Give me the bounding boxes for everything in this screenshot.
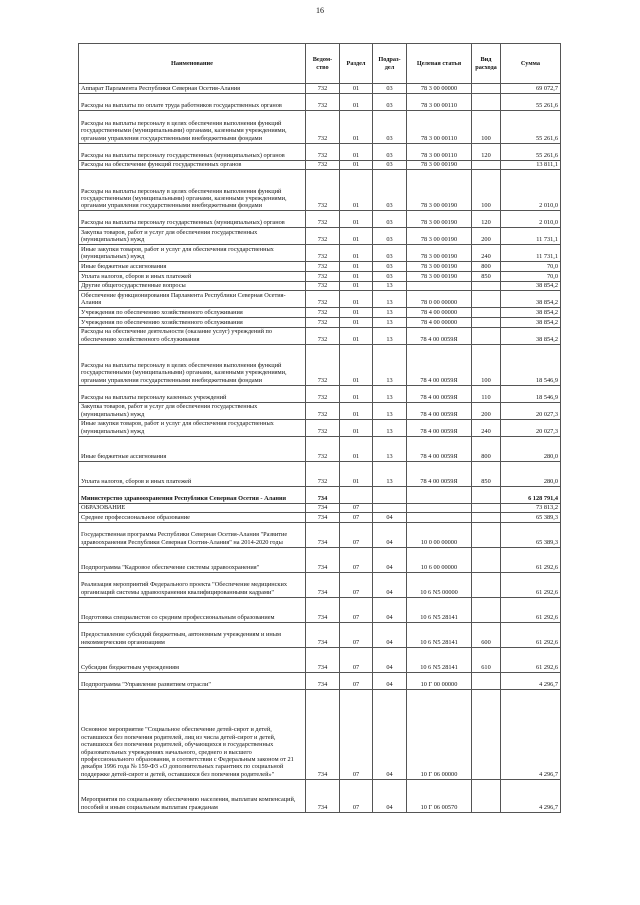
cell-ved: 732 bbox=[306, 245, 340, 262]
table-row bbox=[79, 327, 561, 344]
cell-vid bbox=[472, 513, 501, 523]
cell-razd: 07 bbox=[340, 622, 373, 647]
cell-name: Подпрограмма "Кадровое обеспечение системы здравоохранения" bbox=[79, 547, 306, 572]
cell-ved: 732 bbox=[306, 211, 340, 228]
table-row bbox=[79, 513, 561, 523]
cell-razd: 07 bbox=[340, 689, 373, 779]
cell-razd: 01 bbox=[340, 211, 373, 228]
table-row bbox=[79, 597, 561, 622]
header-vid: Вид расхода bbox=[472, 44, 501, 84]
cell-vid bbox=[472, 522, 501, 547]
cell-cel: 78 3 00 00190 bbox=[407, 245, 472, 262]
cell-vid bbox=[472, 572, 501, 597]
cell-vid bbox=[472, 84, 501, 94]
cell-podrazd: 03 bbox=[373, 211, 407, 228]
cell-vid bbox=[472, 281, 501, 291]
table-row bbox=[79, 436, 561, 461]
cell-razd: 01 bbox=[340, 281, 373, 291]
cell-cel: 78 3 00 00110 bbox=[407, 110, 472, 143]
cell-cel: 78 4 00 0059Я bbox=[407, 436, 472, 461]
cell-razd: 01 bbox=[340, 327, 373, 344]
table-row bbox=[79, 84, 561, 94]
table-row bbox=[79, 291, 561, 308]
table-row bbox=[79, 622, 561, 647]
table-row bbox=[79, 503, 561, 513]
cell-ved: 732 bbox=[306, 308, 340, 318]
cell-cel: 78 3 00 00190 bbox=[407, 262, 472, 272]
cell-vid: 800 bbox=[472, 262, 501, 272]
cell-vid bbox=[472, 503, 501, 513]
cell-razd: 01 bbox=[340, 317, 373, 327]
cell-vid bbox=[472, 779, 501, 812]
cell-podrazd: 04 bbox=[373, 672, 407, 689]
cell-vid: 850 bbox=[472, 461, 501, 486]
cell-name: Подпрограмма "Управление развитием отрасли" bbox=[79, 672, 306, 689]
cell-razd bbox=[340, 486, 373, 503]
cell-vid bbox=[472, 291, 501, 308]
cell-sum: 4 296,7 bbox=[501, 689, 561, 779]
cell-sum: 2 010,0 bbox=[501, 211, 561, 228]
cell-cel: 78 4 00 0059Я bbox=[407, 461, 472, 486]
cell-cel: 78 4 00 00000 bbox=[407, 308, 472, 318]
cell-ved: 734 bbox=[306, 597, 340, 622]
table-row bbox=[79, 572, 561, 597]
cell-sum: 280,0 bbox=[501, 461, 561, 486]
cell-cel bbox=[407, 486, 472, 503]
header-cel: Целевая статья bbox=[407, 44, 472, 84]
cell-razd: 01 bbox=[340, 344, 373, 385]
cell-razd: 01 bbox=[340, 110, 373, 143]
cell-ved: 734 bbox=[306, 647, 340, 672]
cell-vid: 100 bbox=[472, 344, 501, 385]
cell-cel: 10 Г 00 00000 bbox=[407, 672, 472, 689]
cell-ved: 734 bbox=[306, 779, 340, 812]
cell-name: Иные бюджетные ассигнования bbox=[79, 436, 306, 461]
cell-cel bbox=[407, 503, 472, 513]
cell-cel bbox=[407, 513, 472, 523]
cell-podrazd: 04 bbox=[373, 522, 407, 547]
cell-podrazd: 04 bbox=[373, 547, 407, 572]
cell-sum: 20 027,3 bbox=[501, 419, 561, 436]
cell-name: Министерство здравоохранения Республики Северная Осетия - Алания bbox=[79, 486, 306, 503]
cell-sum: 11 731,1 bbox=[501, 245, 561, 262]
cell-sum: 65 389,3 bbox=[501, 513, 561, 523]
cell-vid: 200 bbox=[472, 228, 501, 245]
cell-sum: 280,0 bbox=[501, 436, 561, 461]
table-row bbox=[79, 245, 561, 262]
cell-sum: 55 261,6 bbox=[501, 93, 561, 110]
table-row bbox=[79, 672, 561, 689]
cell-name: Учреждения по обеспечению хозяйственного обслуживания bbox=[79, 317, 306, 327]
cell-ved: 734 bbox=[306, 622, 340, 647]
cell-sum: 61 292,6 bbox=[501, 622, 561, 647]
cell-podrazd: 13 bbox=[373, 327, 407, 344]
cell-ved: 734 bbox=[306, 513, 340, 523]
cell-ved: 732 bbox=[306, 170, 340, 211]
cell-name: Расходы на выплаты персоналу в целях обеспечения выполнения функций государственными (муниципальными) органами, казенными учреждениями, органами управления государственными внебюджетными фондами bbox=[79, 344, 306, 385]
cell-cel: 10 6 00 00000 bbox=[407, 547, 472, 572]
cell-podrazd: 03 bbox=[373, 160, 407, 170]
cell-podrazd: 03 bbox=[373, 170, 407, 211]
table-row bbox=[79, 547, 561, 572]
cell-vid: 120 bbox=[472, 211, 501, 228]
cell-cel: 78 3 00 00110 bbox=[407, 93, 472, 110]
cell-sum: 61 292,6 bbox=[501, 647, 561, 672]
cell-ved: 732 bbox=[306, 143, 340, 160]
cell-cel: 78 3 00 00000 bbox=[407, 84, 472, 94]
cell-sum: 38 854,2 bbox=[501, 281, 561, 291]
page-number: 16 bbox=[316, 6, 324, 15]
cell-podrazd: 13 bbox=[373, 461, 407, 486]
cell-sum: 38 854,2 bbox=[501, 308, 561, 318]
cell-name: Расходы на выплаты персоналу казенных учреждений bbox=[79, 385, 306, 402]
cell-sum: 6 128 791,4 bbox=[501, 486, 561, 503]
cell-vid: 240 bbox=[472, 245, 501, 262]
cell-razd: 01 bbox=[340, 291, 373, 308]
cell-name: Закупка товаров, работ и услуг для обеспечения государственных (муниципальных) нужд bbox=[79, 228, 306, 245]
cell-ved: 732 bbox=[306, 110, 340, 143]
cell-podrazd: 04 bbox=[373, 622, 407, 647]
cell-vid bbox=[472, 689, 501, 779]
cell-ved: 732 bbox=[306, 160, 340, 170]
cell-vid bbox=[472, 672, 501, 689]
cell-ved: 732 bbox=[306, 419, 340, 436]
cell-ved: 734 bbox=[306, 503, 340, 513]
cell-sum: 18 546,9 bbox=[501, 344, 561, 385]
cell-vid bbox=[472, 486, 501, 503]
cell-sum: 61 292,6 bbox=[501, 572, 561, 597]
cell-ved: 732 bbox=[306, 385, 340, 402]
cell-razd: 01 bbox=[340, 262, 373, 272]
cell-sum: 11 731,1 bbox=[501, 228, 561, 245]
cell-name: Подготовка специалистов со средним профессиональным образованием bbox=[79, 597, 306, 622]
cell-ved: 732 bbox=[306, 272, 340, 282]
cell-name: Иные бюджетные ассигнования bbox=[79, 262, 306, 272]
cell-ved: 732 bbox=[306, 228, 340, 245]
cell-vid: 600 bbox=[472, 622, 501, 647]
cell-name: Среднее профессиональное образование bbox=[79, 513, 306, 523]
cell-razd: 07 bbox=[340, 597, 373, 622]
cell-razd: 01 bbox=[340, 419, 373, 436]
cell-razd: 01 bbox=[340, 461, 373, 486]
cell-razd: 01 bbox=[340, 436, 373, 461]
cell-podrazd: 04 bbox=[373, 513, 407, 523]
cell-cel: 78 3 00 00190 bbox=[407, 228, 472, 245]
cell-podrazd: 13 bbox=[373, 436, 407, 461]
cell-sum: 38 854,2 bbox=[501, 317, 561, 327]
cell-name: Обеспечение функционирования Парламента Республики Северная Осетия-Алания bbox=[79, 291, 306, 308]
cell-podrazd: 04 bbox=[373, 647, 407, 672]
cell-name: Уплата налогов, сборов и иных платежей bbox=[79, 461, 306, 486]
cell-podrazd: 04 bbox=[373, 597, 407, 622]
cell-ved: 732 bbox=[306, 281, 340, 291]
cell-cel: 78 3 00 00190 bbox=[407, 272, 472, 282]
cell-podrazd: 03 bbox=[373, 143, 407, 160]
cell-podrazd: 03 bbox=[373, 262, 407, 272]
cell-name: Расходы на обеспечение функций государственных органов bbox=[79, 160, 306, 170]
table-row bbox=[79, 779, 561, 812]
cell-name: Расходы на выплаты персоналу государственных (муниципальных) органов bbox=[79, 143, 306, 160]
cell-podrazd: 13 bbox=[373, 385, 407, 402]
cell-cel bbox=[407, 281, 472, 291]
cell-ved: 732 bbox=[306, 262, 340, 272]
cell-vid: 850 bbox=[472, 272, 501, 282]
table-row bbox=[79, 228, 561, 245]
cell-name: ОБРАЗОВАНИЕ bbox=[79, 503, 306, 513]
cell-name: Предоставление субсидий бюджетным, автономным учреждениям и иным некоммерческим организациям bbox=[79, 622, 306, 647]
cell-name: Иные закупки товаров, работ и услуг для обеспечения государственных (муниципальных) нужд bbox=[79, 419, 306, 436]
cell-ved: 732 bbox=[306, 93, 340, 110]
header-razd: Раздел bbox=[340, 44, 373, 84]
cell-cel: 10 Г 06 00570 bbox=[407, 779, 472, 812]
cell-razd: 01 bbox=[340, 84, 373, 94]
table-row bbox=[79, 211, 561, 228]
table-row bbox=[79, 143, 561, 160]
cell-razd: 01 bbox=[340, 160, 373, 170]
cell-podrazd bbox=[373, 503, 407, 513]
cell-razd: 01 bbox=[340, 308, 373, 318]
cell-sum: 70,0 bbox=[501, 272, 561, 282]
cell-razd: 07 bbox=[340, 647, 373, 672]
cell-razd: 01 bbox=[340, 228, 373, 245]
table-row bbox=[79, 385, 561, 402]
cell-vid: 240 bbox=[472, 419, 501, 436]
cell-podrazd: 03 bbox=[373, 245, 407, 262]
cell-podrazd: 03 bbox=[373, 272, 407, 282]
cell-razd: 07 bbox=[340, 503, 373, 513]
table-row bbox=[79, 170, 561, 211]
cell-razd: 01 bbox=[340, 93, 373, 110]
table-row bbox=[79, 647, 561, 672]
cell-podrazd: 04 bbox=[373, 689, 407, 779]
table-row bbox=[79, 402, 561, 419]
cell-cel: 10 6 N5 28141 bbox=[407, 597, 472, 622]
cell-podrazd: 13 bbox=[373, 291, 407, 308]
cell-cel: 78 3 00 00110 bbox=[407, 143, 472, 160]
cell-sum: 2 010,0 bbox=[501, 170, 561, 211]
cell-razd: 01 bbox=[340, 385, 373, 402]
cell-razd: 01 bbox=[340, 402, 373, 419]
cell-sum: 38 854,2 bbox=[501, 327, 561, 344]
cell-ved: 732 bbox=[306, 84, 340, 94]
table-row bbox=[79, 281, 561, 291]
cell-podrazd: 13 bbox=[373, 402, 407, 419]
cell-sum: 18 546,9 bbox=[501, 385, 561, 402]
table-row bbox=[79, 689, 561, 779]
cell-name: Расходы на выплаты по оплате труда работников государственных органов bbox=[79, 93, 306, 110]
cell-cel: 78 0 00 00000 bbox=[407, 291, 472, 308]
cell-cel: 10 6 N5 00000 bbox=[407, 572, 472, 597]
cell-cel: 78 4 00 0059Я bbox=[407, 327, 472, 344]
cell-podrazd: 13 bbox=[373, 308, 407, 318]
cell-razd: 07 bbox=[340, 513, 373, 523]
cell-cel: 78 4 00 0059Я bbox=[407, 419, 472, 436]
cell-name: Закупка товаров, работ и услуг для обеспечения государственных (муниципальных) нужд bbox=[79, 402, 306, 419]
cell-ved: 734 bbox=[306, 522, 340, 547]
table-row bbox=[79, 419, 561, 436]
cell-sum: 38 854,2 bbox=[501, 291, 561, 308]
cell-razd: 07 bbox=[340, 672, 373, 689]
cell-vid: 200 bbox=[472, 402, 501, 419]
cell-sum: 4 296,7 bbox=[501, 779, 561, 812]
cell-podrazd bbox=[373, 486, 407, 503]
cell-cel: 10 Г 06 00000 bbox=[407, 689, 472, 779]
cell-podrazd: 03 bbox=[373, 84, 407, 94]
cell-name: Иные закупки товаров, работ и услуг для обеспечения государственных (муниципальных) нужд bbox=[79, 245, 306, 262]
table-row bbox=[79, 317, 561, 327]
header-podrazd: Подраз-дел bbox=[373, 44, 407, 84]
cell-name: Реализация мероприятий Федерального проекта "Обеспечение медицинских организаций системы здравоохранения квалифицированными кадрами" bbox=[79, 572, 306, 597]
cell-name: Расходы на обеспечение деятельности (оказание услуг) учреждений по обеспечению хозяйственного обслуживания bbox=[79, 327, 306, 344]
cell-ved: 734 bbox=[306, 672, 340, 689]
cell-cel: 78 4 00 0059Я bbox=[407, 344, 472, 385]
table-row bbox=[79, 486, 561, 503]
cell-vid bbox=[472, 597, 501, 622]
cell-name: Другие общегосударственные вопросы bbox=[79, 281, 306, 291]
cell-vid: 120 bbox=[472, 143, 501, 160]
cell-vid: 610 bbox=[472, 647, 501, 672]
cell-ved: 734 bbox=[306, 486, 340, 503]
cell-name: Уплата налогов, сборов и иных платежей bbox=[79, 272, 306, 282]
cell-razd: 07 bbox=[340, 522, 373, 547]
cell-vid: 800 bbox=[472, 436, 501, 461]
cell-razd: 01 bbox=[340, 170, 373, 211]
cell-podrazd: 13 bbox=[373, 281, 407, 291]
cell-name: Расходы на выплаты персоналу в целях обеспечения выполнения функций государственными (муниципальными) органами, казенными учреждениями, органами управления государственными внебюджетными фондами bbox=[79, 110, 306, 143]
table-row bbox=[79, 461, 561, 486]
cell-sum: 61 292,6 bbox=[501, 547, 561, 572]
cell-cel: 78 4 00 0059Я bbox=[407, 385, 472, 402]
cell-sum: 65 389,3 bbox=[501, 522, 561, 547]
cell-cel: 78 3 00 00190 bbox=[407, 211, 472, 228]
cell-ved: 732 bbox=[306, 291, 340, 308]
cell-razd: 07 bbox=[340, 547, 373, 572]
cell-vid bbox=[472, 160, 501, 170]
cell-razd: 01 bbox=[340, 143, 373, 160]
cell-sum: 69 072,7 bbox=[501, 84, 561, 94]
cell-sum: 70,0 bbox=[501, 262, 561, 272]
cell-podrazd: 03 bbox=[373, 110, 407, 143]
cell-razd: 07 bbox=[340, 572, 373, 597]
cell-sum: 4 296,7 bbox=[501, 672, 561, 689]
cell-name: Расходы на выплаты персоналу в целях обеспечения выполнения функций государственными (муниципальными) органами, казенными учреждениями, органами управления государственными внебюджетными фондами bbox=[79, 170, 306, 211]
cell-sum: 61 292,6 bbox=[501, 597, 561, 622]
cell-podrazd: 13 bbox=[373, 317, 407, 327]
cell-name: Государственная программа Республики Северная Осетия-Алания "Развитие здравоохранения Республики Северная Осетия-Алания" на 2014-2020 годы bbox=[79, 522, 306, 547]
cell-ved: 732 bbox=[306, 402, 340, 419]
cell-sum: 55 261,6 bbox=[501, 110, 561, 143]
cell-razd: 07 bbox=[340, 779, 373, 812]
table-row bbox=[79, 110, 561, 143]
cell-cel: 78 3 00 00190 bbox=[407, 160, 472, 170]
cell-name: Аппарат Парламента Республики Северная Осетия-Алания bbox=[79, 84, 306, 94]
budget-table bbox=[78, 43, 561, 813]
table-row bbox=[79, 93, 561, 110]
header-sum: Сумма bbox=[501, 44, 561, 84]
table-header-row bbox=[79, 44, 561, 84]
cell-cel: 78 4 00 00000 bbox=[407, 317, 472, 327]
table-row bbox=[79, 344, 561, 385]
cell-razd: 01 bbox=[340, 272, 373, 282]
cell-podrazd: 04 bbox=[373, 779, 407, 812]
cell-ved: 732 bbox=[306, 436, 340, 461]
cell-ved: 734 bbox=[306, 689, 340, 779]
cell-sum: 55 261,6 bbox=[501, 143, 561, 160]
cell-ved: 734 bbox=[306, 547, 340, 572]
table-row bbox=[79, 308, 561, 318]
cell-ved: 732 bbox=[306, 317, 340, 327]
cell-vid: 100 bbox=[472, 170, 501, 211]
cell-podrazd: 13 bbox=[373, 344, 407, 385]
cell-ved: 732 bbox=[306, 327, 340, 344]
cell-vid: 110 bbox=[472, 385, 501, 402]
table-row bbox=[79, 522, 561, 547]
cell-cel: 10 0 00 00000 bbox=[407, 522, 472, 547]
cell-vid bbox=[472, 327, 501, 344]
cell-vid: 100 bbox=[472, 110, 501, 143]
table-row bbox=[79, 160, 561, 170]
cell-vid bbox=[472, 547, 501, 572]
cell-razd: 01 bbox=[340, 245, 373, 262]
cell-cel: 78 3 00 00190 bbox=[407, 170, 472, 211]
cell-sum: 13 811,1 bbox=[501, 160, 561, 170]
cell-ved: 732 bbox=[306, 344, 340, 385]
cell-name: Расходы на выплаты персоналу государственных (муниципальных) органов bbox=[79, 211, 306, 228]
cell-cel: 10 6 N5 28141 bbox=[407, 647, 472, 672]
cell-vid bbox=[472, 308, 501, 318]
cell-podrazd: 03 bbox=[373, 93, 407, 110]
header-name: Наименование bbox=[79, 44, 306, 84]
cell-name: Субсидии бюджетным учреждениям bbox=[79, 647, 306, 672]
cell-sum: 73 813,2 bbox=[501, 503, 561, 513]
cell-sum: 20 027,3 bbox=[501, 402, 561, 419]
cell-cel: 10 6 N5 28141 bbox=[407, 622, 472, 647]
cell-ved: 732 bbox=[306, 461, 340, 486]
cell-podrazd: 13 bbox=[373, 419, 407, 436]
cell-name: Основное мероприятие "Социальное обеспечение детей-сирот и детей, оставшихся без попечения родителей, лиц из числа детей-сирот и детей, оставшихся без попечения родителей, обучающихся в государственных образовательных учреждениях начального, среднего и высшего профессионального образования, в соответствии с Федеральным законом от 21 декабря 1996 года № 159-ФЗ «О дополнительных гарантиях по социальной поддержке детей-сирот и детей, оставшихся без попечения родителей»" bbox=[79, 689, 306, 779]
table-row bbox=[79, 262, 561, 272]
cell-ved: 734 bbox=[306, 572, 340, 597]
cell-vid bbox=[472, 317, 501, 327]
table-row bbox=[79, 272, 561, 282]
cell-podrazd: 04 bbox=[373, 572, 407, 597]
cell-name: Учреждения по обеспечению хозяйственного обслуживания bbox=[79, 308, 306, 318]
header-ved: Ведом-ство bbox=[306, 44, 340, 84]
cell-vid bbox=[472, 93, 501, 110]
cell-podrazd: 03 bbox=[373, 228, 407, 245]
table-body bbox=[79, 84, 561, 813]
cell-cel: 78 4 00 0059Я bbox=[407, 402, 472, 419]
cell-name: Мероприятия по социальному обеспечению населения, выплатам компенсаций, пособий и иным социальным выплатам гражданам bbox=[79, 779, 306, 812]
